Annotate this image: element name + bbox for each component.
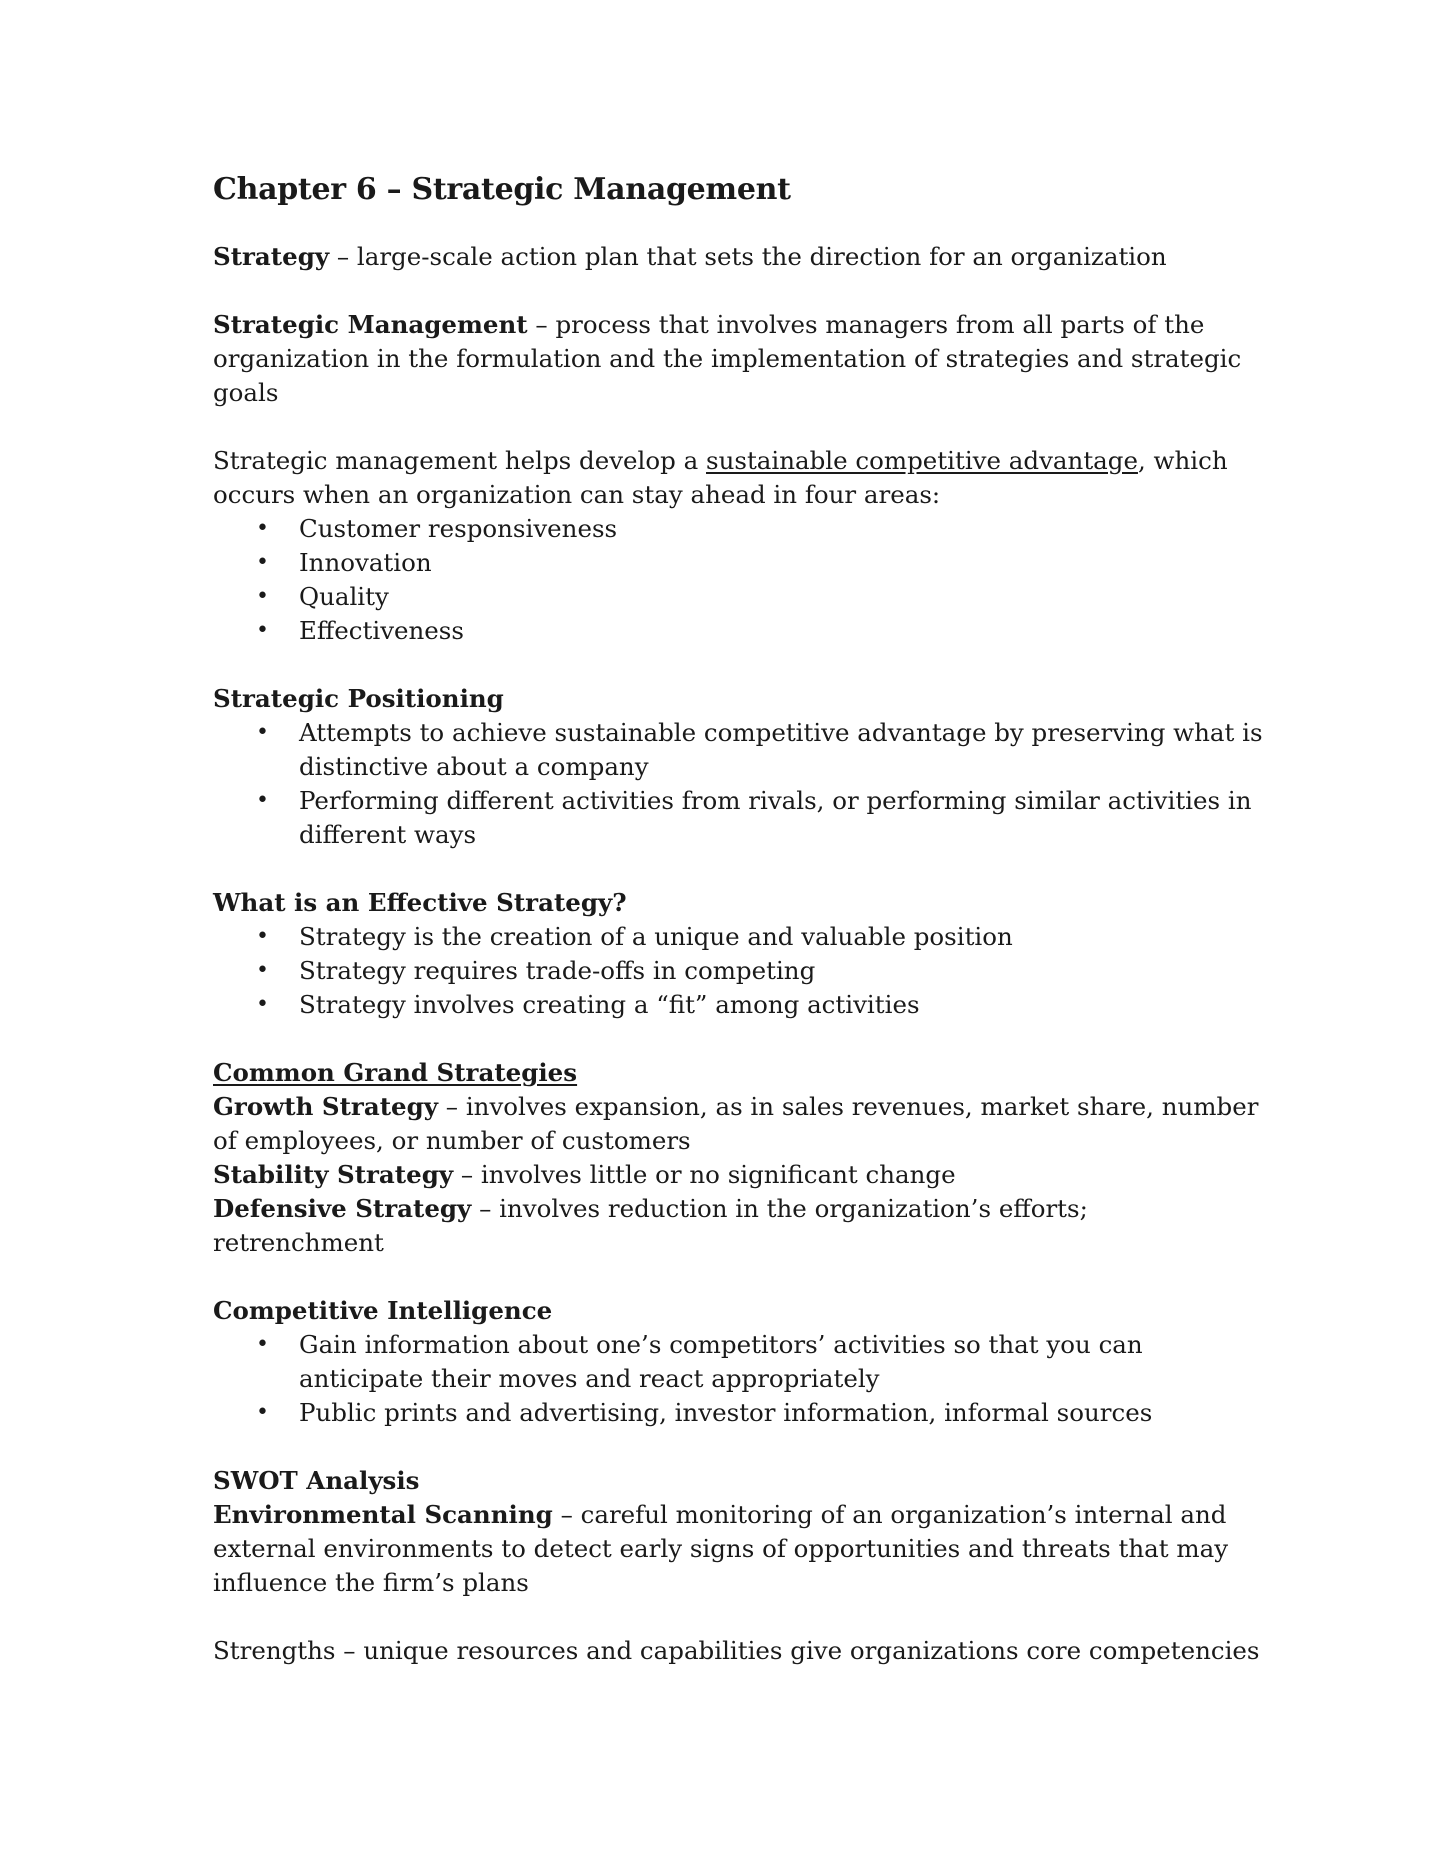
section-heading-swot: SWOT Analysis (213, 1466, 420, 1495)
sca-paragraph (213, 444, 1263, 512)
list-item-text: Strategy requires trade-offs in competing (299, 956, 816, 985)
effective-strategy-list (213, 920, 1263, 1022)
list-item (256, 988, 1263, 1022)
list-item-text: Performing different activities from rivals, or performing similar activities in different ways (299, 786, 1252, 849)
definition-term: Environmental Scanning (213, 1500, 553, 1529)
stability-strategy-definition (213, 1158, 1263, 1192)
bullet-icon: • (256, 1400, 269, 1425)
bullet-icon: • (256, 924, 269, 949)
list-item-text: Attempts to achieve sustainable competitive advantage by preserving what is distinctive about a company (299, 718, 1263, 781)
bullet-icon: • (256, 788, 269, 813)
sca-text-before: Strategic management helps develop a (213, 446, 707, 475)
document-page (213, 170, 1263, 1668)
list-item-text: Effectiveness (299, 616, 464, 645)
bullet-icon: • (256, 618, 269, 643)
strategic-management-definition (213, 308, 1263, 410)
definition-text: – involves expansion, as in sales revenues, market share, number of employees, or number of customers (213, 1092, 1259, 1155)
definition-term: Growth Strategy (213, 1092, 438, 1121)
sca-text-after: , which occurs when an organization can stay ahead in four areas: (213, 446, 1228, 509)
bullet-icon: • (256, 992, 269, 1017)
bullet-icon: • (256, 720, 269, 745)
section-heading-effective-strategy: What is an Effective Strategy? (213, 888, 627, 917)
list-item-text: Innovation (299, 548, 432, 577)
list-item (256, 614, 1263, 648)
growth-strategy-definition (213, 1090, 1263, 1158)
strategy-definition (213, 240, 1263, 274)
bullet-icon: • (256, 584, 269, 609)
competitive-intelligence-list (213, 1328, 1263, 1430)
list-item (256, 512, 1263, 546)
strategic-positioning-list (213, 716, 1263, 852)
bullet-icon: • (256, 1332, 269, 1357)
definition-text: – process that involves managers from all parts of the organization in the formulation and the implementation of strategies and strategic goals (213, 310, 1242, 407)
sca-underlined-term: sustainable competitive advantage (706, 446, 1138, 475)
bullet-icon: • (256, 958, 269, 983)
defensive-strategy-definition (213, 1192, 1263, 1260)
definition-text: – careful monitoring of an organization’s internal and external environments to detect early signs of opportunities and threats that may influence the firm’s plans (213, 1500, 1229, 1597)
section-heading-grand-strategies: Common Grand Strategies (213, 1058, 578, 1087)
list-item (256, 580, 1263, 614)
list-item (256, 546, 1263, 580)
list-item (256, 716, 1263, 784)
list-item (256, 954, 1263, 988)
list-item (256, 784, 1263, 852)
list-item-text: Quality (299, 582, 389, 611)
bullet-icon: • (256, 550, 269, 575)
strengths-definition: Strengths – unique resources and capabilities give organizations core competencies (213, 1636, 1260, 1665)
list-item-text: Public prints and advertising, investor information, informal sources (299, 1398, 1153, 1427)
list-item (256, 920, 1263, 954)
definition-term: Stability Strategy (213, 1160, 454, 1189)
list-item-text: Gain information about one’s competitors’ activities so that you can anticipate their moves and react appropriately (299, 1330, 1143, 1393)
section-heading-competitive-intelligence: Competitive Intelligence (213, 1296, 553, 1325)
list-item (256, 1396, 1263, 1430)
definition-term: Strategic Management (213, 310, 528, 339)
bullet-icon: • (256, 516, 269, 541)
definition-text: – involves little or no significant change (453, 1160, 956, 1189)
environmental-scanning-definition (213, 1498, 1263, 1600)
sca-areas-list (213, 512, 1263, 648)
list-item-text: Strategy is the creation of a unique and valuable position (299, 922, 1013, 951)
page-title: Chapter 6 – Strategic Management (213, 172, 791, 207)
list-item (256, 1328, 1263, 1396)
list-item-text: Customer responsiveness (299, 514, 618, 543)
definition-text: – involves reduction in the organization’s efforts; retrenchment (213, 1194, 1088, 1257)
list-item-text: Strategy involves creating a “fit” among activities (299, 990, 920, 1019)
section-heading-strategic-positioning: Strategic Positioning (213, 684, 504, 713)
definition-term: Defensive Strategy (213, 1194, 472, 1223)
definition-text: – large-scale action plan that sets the direction for an organization (329, 242, 1167, 271)
definition-term: Strategy (213, 242, 330, 271)
